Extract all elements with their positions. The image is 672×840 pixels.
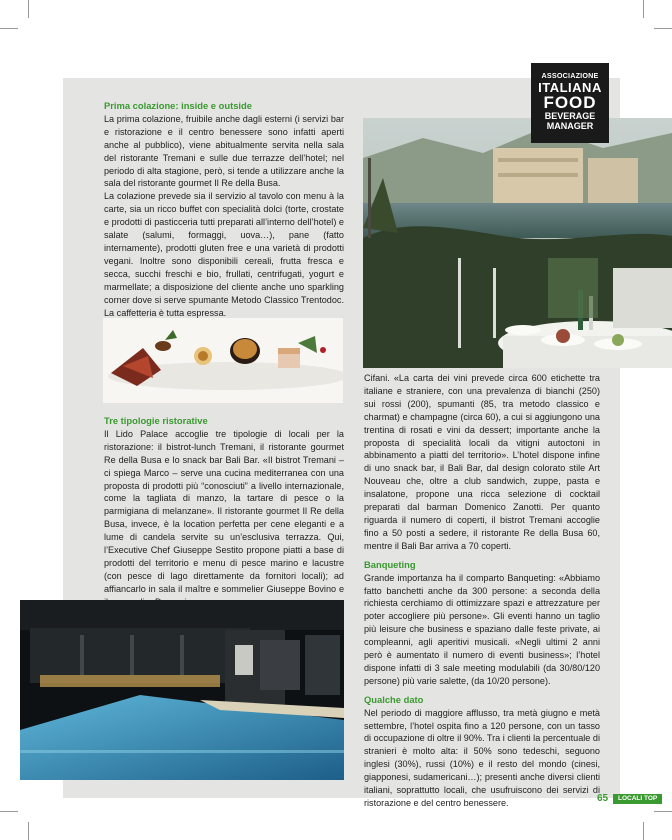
- crop-mark: [0, 28, 18, 29]
- section-heading: Banqueting: [364, 558, 416, 570]
- logo-line: ASSOCIAZIONE: [541, 71, 599, 80]
- section-tag: LOCALI TOP: [613, 794, 662, 804]
- section-heading: Tre tipologie ristorative: [104, 415, 208, 426]
- left-column-top: [104, 100, 344, 319]
- pool-night-photo: [20, 600, 344, 780]
- aifbm-logo: [531, 63, 609, 143]
- body-paragraph: Cifani. «La carta dei vini prevede circa 600 etichette tra italiane e straniere, con una prevalenza di bianchi (250) sui rossi (200), spumanti (85, tra metodo classico e charmat) e champagne (circa 60), a cui si aggiungono una trentina di rosati e vini da dessert; importante anche la proposta di specialità locali da vitigni autoctoni in abbinamento a piatti del territorio». L’hotel dispone infine di uno snack bar, il Bali Bar, dal design colorato stile Art Nouveau che, oltre a club sandwich, zuppe, pasta e insalatone, propone una ricca selezione di cocktail preparati dal barman Domenico Zanotti. Per quanto riguarda il numero di coperti, il bistrot Tremani accoglie fino a 50 posti a sedere, il ristorante Re della Busa 60, mentre il Bali Bar arriva a 70 coperti.: [364, 373, 600, 551]
- section-heading: Prima colazione: inside e outside: [104, 100, 252, 111]
- terrace-photo: [363, 118, 672, 368]
- body-paragraph: Il Lido Palace accoglie tre tipologie di locali per la ristorazione: il bistrot-lunch Tremani, il ristorante gourmet Re della Busa e lo snack bar Bali Bar. «Il bistrot Tremani – ci spiega Marco – serve una cucina mediterranea con una proposta di prodotti più “conosciuti” a livello internazionale, come la tagliata di manzo, la tartare di pesce o la parmigiana di melanzane». Il ristorante gourmet Il Re della Busa, invece, è la location perfetta per cene eleganti e a lume di candela servite su un’esclusiva terrazza. Qui, l’Executive Chef Giuseppe Sestito propone piatti a base di prodotti del territorio e menu di pesce marino e lacustre (con pesce di lago direttamente da fornitori locali); ad affiancarlo in sala il maître e sommelier Giuseppe Bovino e: [104, 428, 344, 594]
- crop-mark: [28, 822, 29, 840]
- left-column-bottom: [104, 415, 344, 609]
- crop-mark: [28, 0, 29, 18]
- body-paragraph: Grande importanza ha il comparto Banqueting: «Abbiamo fatto banchetti anche da 300 persone: a seconda della richiesta cerchiamo di ottimizzare spazi e attrezzature per poter accogliere più persone». Gli eventi hanno un taglio più leisure che business e spaziano dalle feste private, ai compleanni, agli aperitivi musicali. «Negli ultimi 2 anni però è aumentato il numero di eventi business»; l’hotel dispone infatti di 3 sale meeting modulabili (da 30/80/120 persone) più varie salette, (da 10/20 persone).: [364, 572, 600, 686]
- crop-mark: [654, 811, 672, 812]
- crop-mark: [643, 0, 644, 18]
- page-number: 65: [597, 793, 609, 804]
- logo-line: BEVERAGE: [544, 111, 596, 121]
- body-paragraph: La prima colazione, fruibile anche dagli esterni (i servizi bar e ristorazione e il centro benessere sono infatti aperti anche al pubblico), viene abitualmente servita nella sala del ristorante Tremani e sulle due terrazze dell’hotel; nel periodo di alta stagione, però, si tende a utilizzare anche la sala del ristorante gourmet Il Re della Busa.: [104, 113, 344, 189]
- body-paragraph: La colazione prevede sia il servizio al tavolo con menu à la carte, sia un ricco buffet con specialità dolci (torte, crostate e prodotti di pasticceria tutti preparati all’interno dell’hotel) e salate (salumi, formaggi, uova…), pane (fatto internamente), prodotti gluten free e una varietà di prodotti vegani. Inoltre sono disponibili cereali, frutta fresca e secca, succhi freschi e bio, frullati, centrifugati, yogurt e marmellate; a disposizione del cliente anche uno sparkling corner dove si serve spumante Metodo Classico Trentodoc. La caffetteria è tutta espressa.: [104, 191, 344, 318]
- logo-line: MANAGER: [546, 121, 594, 131]
- crop-mark: [654, 28, 672, 29]
- section-heading: Qualche dato: [364, 693, 424, 705]
- right-column: [364, 372, 600, 810]
- logo-line: FOOD: [543, 93, 597, 112]
- dessert-photo: [103, 318, 343, 403]
- crop-mark: [0, 811, 18, 812]
- crop-mark: [643, 822, 644, 840]
- body-paragraph: Nel periodo di maggiore afflusso, tra metà giugno e metà settembre, l’hotel ospita fino a 120 persone, con un tasso di occupazione di oltre il 90%. Tra i clienti la percentuale di stranieri è molto alta: il 50% sono tedeschi, seguono inglesi (30%), russi (10%) e il resto del mondo (cinesi, giapponesi, sudamericani…); presenti anche diversi clienti italiani, soprattutto locali, che usufruiscono dei servizi di ristorazione e del centro benessere.: [364, 707, 600, 808]
- logo-line: ITALIANA: [538, 80, 602, 95]
